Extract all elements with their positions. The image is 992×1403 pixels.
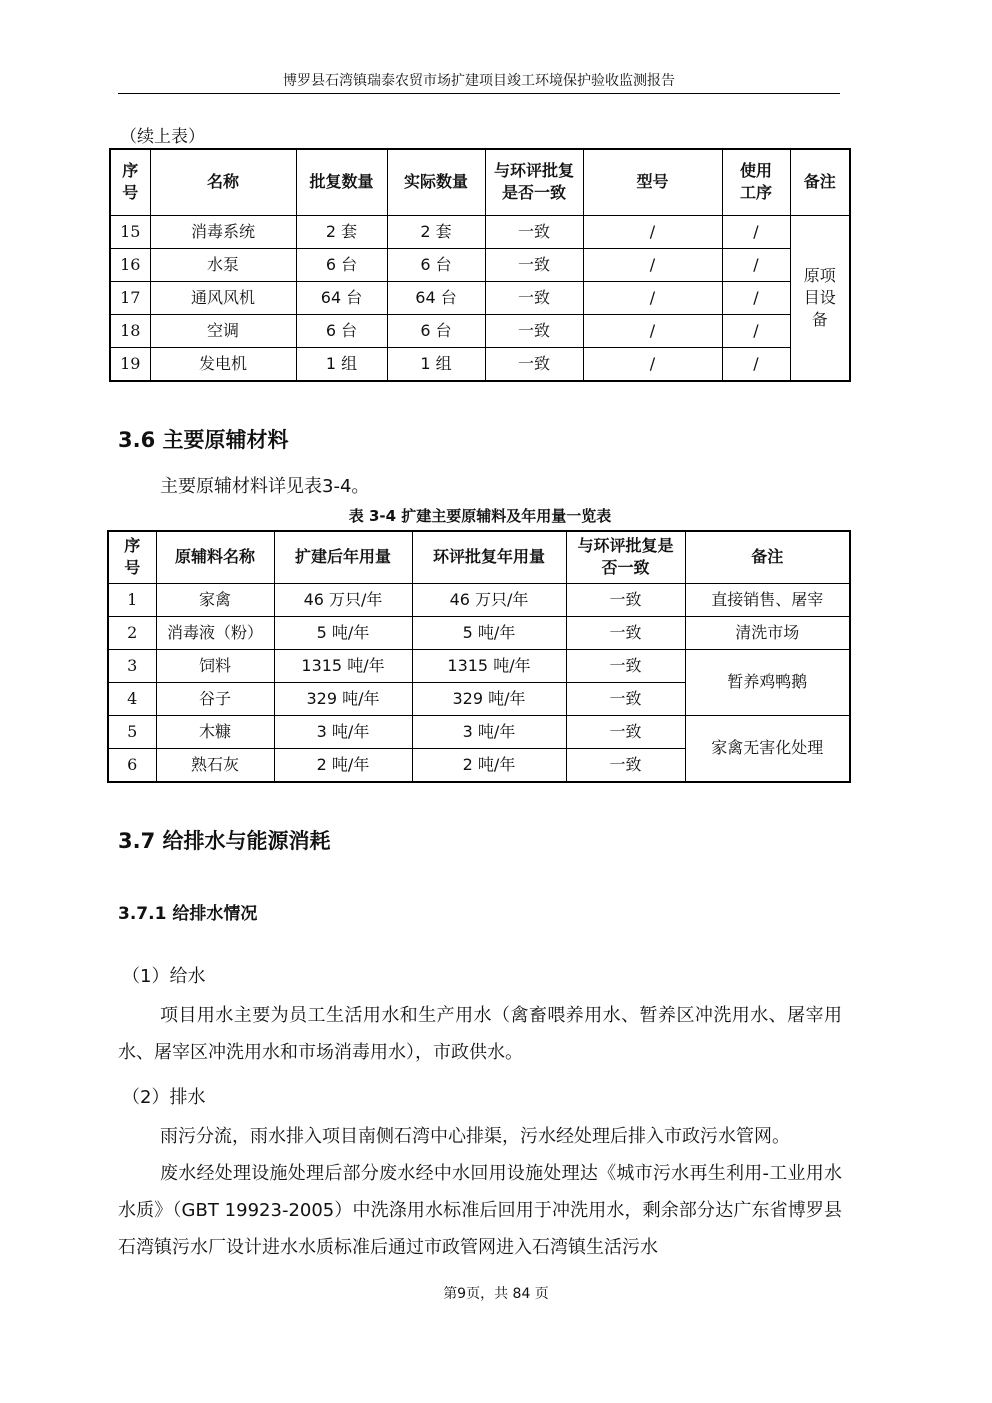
materials-table bbox=[107, 530, 851, 783]
header-cell: 使用工序 bbox=[722, 149, 790, 215]
cell: 4 bbox=[108, 682, 156, 715]
cell: 15 bbox=[110, 215, 150, 248]
table-row bbox=[108, 616, 850, 649]
header-cell: 扩建后年用量 bbox=[274, 531, 412, 583]
cell: 一致 bbox=[566, 748, 685, 782]
drainage-text-1: 雨污分流，雨水排入项目南侧石湾中心排渠，污水经处理后排入市政污水管网。 bbox=[160, 1126, 790, 1147]
cell: 一致 bbox=[566, 715, 685, 748]
water-supply-label: （1）给水 bbox=[122, 966, 206, 987]
cell: / bbox=[583, 314, 722, 347]
cell: 木糠 bbox=[156, 715, 274, 748]
cell: 发电机 bbox=[150, 347, 296, 381]
cell: 2 套 bbox=[387, 215, 485, 248]
section-heading-3-6: 3.6 主要原辅材料 bbox=[118, 428, 289, 452]
cell: 5 吨/年 bbox=[274, 616, 412, 649]
cell: 1 组 bbox=[296, 347, 387, 381]
table-row bbox=[110, 281, 850, 314]
cell: 一致 bbox=[485, 281, 583, 314]
cell: 3 吨/年 bbox=[274, 715, 412, 748]
cell: 2 套 bbox=[296, 215, 387, 248]
table-header-row bbox=[108, 531, 850, 583]
cell: 水泵 bbox=[150, 248, 296, 281]
header-cell: 名称 bbox=[150, 149, 296, 215]
table-row bbox=[110, 314, 850, 347]
cell: / bbox=[722, 314, 790, 347]
header-cell: 型号 bbox=[583, 149, 722, 215]
cell: 18 bbox=[110, 314, 150, 347]
page-footer: 第9页，共 84 页 bbox=[443, 1286, 549, 1302]
table-row bbox=[108, 715, 850, 748]
cell: 1315 吨/年 bbox=[274, 649, 412, 682]
cell: 16 bbox=[110, 248, 150, 281]
cell: 6 台 bbox=[387, 314, 485, 347]
cell: 一致 bbox=[566, 649, 685, 682]
remark-cell: 家禽无害化处理 bbox=[685, 715, 850, 782]
cell: 一致 bbox=[485, 347, 583, 381]
equipment-table bbox=[109, 148, 851, 382]
cell: / bbox=[722, 215, 790, 248]
table-caption: 表 3-4 扩建主要原辅料及年用量一览表 bbox=[348, 507, 612, 525]
section-intro: 主要原辅材料详见表3-4。 bbox=[160, 476, 370, 497]
cell: 一致 bbox=[485, 314, 583, 347]
cell: / bbox=[583, 215, 722, 248]
table-row bbox=[110, 248, 850, 281]
section-heading-3-7: 3.7 给排水与能源消耗 bbox=[118, 829, 331, 853]
cell: / bbox=[722, 248, 790, 281]
cell: 3 吨/年 bbox=[412, 715, 566, 748]
cell: 一致 bbox=[485, 248, 583, 281]
drainage-label: （2）排水 bbox=[122, 1087, 206, 1108]
header-cell: 备注 bbox=[790, 149, 850, 215]
cell: / bbox=[583, 248, 722, 281]
table-header-row bbox=[110, 149, 850, 215]
cell: 消毒液（粉） bbox=[156, 616, 274, 649]
cell: 消毒系统 bbox=[150, 215, 296, 248]
cell: 5 bbox=[108, 715, 156, 748]
cell: 一致 bbox=[566, 583, 685, 616]
cell: 一致 bbox=[566, 682, 685, 715]
table-row bbox=[110, 347, 850, 381]
drainage-text-2: 废水经处理设施处理后部分废水经中水回用设施处理达《城市污水再生利用-工业用水水质》（GBT 19923-2005）中洗涤用水标准后回用于冲洗用水，剩余部分达广东省博罗县石湾镇污水厂设计进水水质标准后通过市政管网进入石湾镇生活污水 bbox=[118, 1163, 842, 1258]
subsection-heading-3-7-1: 3.7.1 给排水情况 bbox=[118, 904, 258, 924]
table-row bbox=[110, 215, 850, 248]
cell: 空调 bbox=[150, 314, 296, 347]
cell: 熟石灰 bbox=[156, 748, 274, 782]
remark-cell: 暂养鸡鸭鹅 bbox=[685, 649, 850, 715]
cell: 2 吨/年 bbox=[274, 748, 412, 782]
remark-cell: 直接销售、屠宰 bbox=[685, 583, 850, 616]
cell: 2 吨/年 bbox=[412, 748, 566, 782]
header-cell: 序号 bbox=[108, 531, 156, 583]
cell: / bbox=[583, 347, 722, 381]
cell: 19 bbox=[110, 347, 150, 381]
header-rule bbox=[118, 93, 840, 94]
cell: 6 台 bbox=[296, 314, 387, 347]
header-cell: 实际数量 bbox=[387, 149, 485, 215]
table-row bbox=[108, 649, 850, 682]
cell: / bbox=[722, 281, 790, 314]
cell: / bbox=[722, 347, 790, 381]
cell: 1 bbox=[108, 583, 156, 616]
water-supply-text: 项目用水主要为员工生活用水和生产用水（禽畜喂养用水、暂养区冲洗用水、屠宰用水、屠宰区冲洗用水和市场消毒用水），市政供水。 bbox=[118, 1005, 842, 1063]
header-cell: 与环评批复是否一致 bbox=[485, 149, 583, 215]
cell: 6 台 bbox=[296, 248, 387, 281]
header-cell: 环评批复年用量 bbox=[412, 531, 566, 583]
cell: 64 台 bbox=[387, 281, 485, 314]
cell: 一致 bbox=[566, 616, 685, 649]
table-row bbox=[108, 583, 850, 616]
cell: 谷子 bbox=[156, 682, 274, 715]
header-cell: 批复数量 bbox=[296, 149, 387, 215]
cell: 64 台 bbox=[296, 281, 387, 314]
remark-cell: 原项目设备 bbox=[790, 215, 850, 381]
cell: 饲料 bbox=[156, 649, 274, 682]
cell: 46 万只/年 bbox=[412, 583, 566, 616]
continued-label: （续上表） bbox=[120, 127, 205, 147]
cell: 46 万只/年 bbox=[274, 583, 412, 616]
cell: 17 bbox=[110, 281, 150, 314]
cell: 6 bbox=[108, 748, 156, 782]
cell: 2 bbox=[108, 616, 156, 649]
cell: 一致 bbox=[485, 215, 583, 248]
page-header: 博罗县石湾镇瑞泰农贸市场扩建项目竣工环境保护验收监测报告 bbox=[283, 73, 675, 89]
header-cell: 序号 bbox=[110, 149, 150, 215]
remark-cell: 清洗市场 bbox=[685, 616, 850, 649]
cell: 1315 吨/年 bbox=[412, 649, 566, 682]
cell: 1 组 bbox=[387, 347, 485, 381]
header-cell: 原辅料名称 bbox=[156, 531, 274, 583]
cell: 329 吨/年 bbox=[274, 682, 412, 715]
cell: 5 吨/年 bbox=[412, 616, 566, 649]
cell: 329 吨/年 bbox=[412, 682, 566, 715]
header-cell: 与环评批复是否一致 bbox=[566, 531, 685, 583]
header-cell: 备注 bbox=[685, 531, 850, 583]
cell: 3 bbox=[108, 649, 156, 682]
cell: 6 台 bbox=[387, 248, 485, 281]
cell: 通风风机 bbox=[150, 281, 296, 314]
cell: 家禽 bbox=[156, 583, 274, 616]
cell: / bbox=[583, 281, 722, 314]
